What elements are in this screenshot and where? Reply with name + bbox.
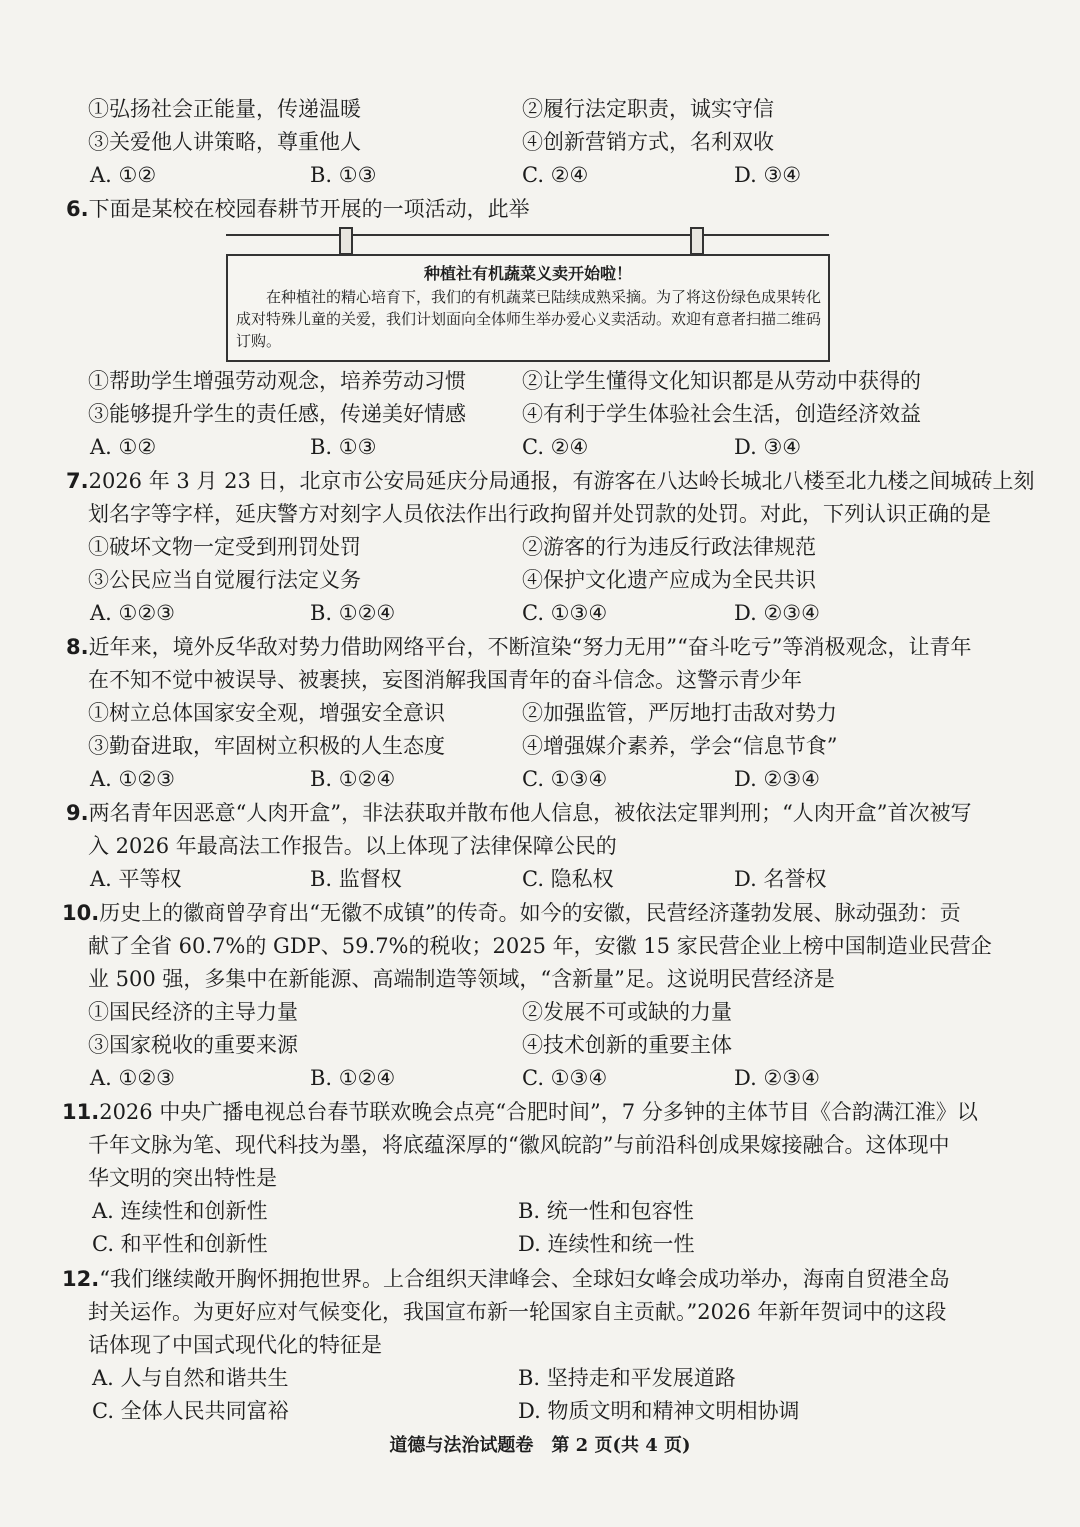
q6-choice-a: A. ①② bbox=[90, 435, 157, 459]
q7-stem-text-1: 2026 年 3 月 23 日，北京市公安局延庆分局通报，有游客在八达岭长城北八楼至北九楼之间城砖上刻 bbox=[88, 469, 1035, 493]
q6-option-2: ②让学生懂得文化知识都是从劳动中获得的 bbox=[522, 369, 921, 393]
q11-choice-a: A. 连续性和创新性 bbox=[92, 1199, 268, 1223]
q7-option-3: ③公民应当自觉履行法定义务 bbox=[88, 568, 361, 592]
q10-choice-b: B. ①②④ bbox=[310, 1066, 396, 1090]
q10-number: 10. bbox=[62, 901, 100, 925]
q6-stem-text: 下面是某校在校园春耕节开展的一项活动，此举 bbox=[88, 197, 530, 221]
notice-clip-right bbox=[690, 227, 704, 255]
q8-stem-line-2: 在不知不觉中被误导、被裹挟，妄图消解我国青年的奋斗信念。这警示青少年 bbox=[88, 668, 802, 692]
q12-choice-d: D. 物质文明和精神文明相协调 bbox=[518, 1399, 800, 1423]
q12-stem-text-1: “我们继续敞开胸怀拥抱世界。上合组织天津峰会、全球妇女峰会成功举办，海南自贸港全岛 bbox=[99, 1267, 950, 1291]
notice-clip-left bbox=[339, 227, 353, 255]
q8-option-3: ③勤奋进取，牢固树立积极的人生态度 bbox=[88, 734, 445, 758]
q11-number: 11. bbox=[62, 1100, 100, 1124]
q7-stem-line-2: 划名字等字样，延庆警方对刻字人员依法作出行政拘留并处罚款的处罚。对此，下列认识正确的是 bbox=[88, 502, 991, 526]
q8-choice-d: D. ②③④ bbox=[734, 767, 820, 791]
q6-choice-b: B. ①③ bbox=[310, 435, 377, 459]
q12-stem-line-3: 话体现了中国式现代化的特征是 bbox=[88, 1333, 382, 1357]
q6-stem bbox=[66, 194, 530, 224]
q9-choice-a: A. 平等权 bbox=[90, 867, 182, 891]
q11-stem-line-3: 华文明的突出特性是 bbox=[88, 1166, 277, 1190]
q5-choice-b: B. ①③ bbox=[310, 163, 377, 187]
q5-option-1: ①弘扬社会正能量，传递温暖 bbox=[88, 97, 361, 121]
q12-choice-b: B. 坚持走和平发展道路 bbox=[518, 1366, 736, 1390]
q8-choice-a: A. ①②③ bbox=[90, 767, 175, 791]
q7-choice-c: C. ①③④ bbox=[522, 601, 608, 625]
q11-stem-line-1 bbox=[62, 1097, 978, 1127]
q9-choice-b: B. 监督权 bbox=[310, 867, 402, 891]
q9-stem-line-2: 入 2026 年最高法工作报告。以上体现了法律保障公民的 bbox=[88, 834, 617, 858]
q7-choice-d: D. ②③④ bbox=[734, 601, 820, 625]
q8-option-1: ①树立总体国家安全观，增强安全意识 bbox=[88, 701, 445, 725]
q9-choice-c: C. 隐私权 bbox=[522, 867, 614, 891]
page-footer: 道德与法治试题卷 第 2 页(共 4 页) bbox=[389, 1435, 691, 1456]
q9-choice-d: D. 名誉权 bbox=[734, 867, 827, 891]
q11-stem-text-1: 2026 中央广播电视总台春节联欢晚会点亮“合肥时间”，7 分多钟的主体节目《合韵满江淮》以 bbox=[99, 1100, 978, 1124]
q12-choice-c: C. 全体人民共同富裕 bbox=[92, 1399, 289, 1423]
q9-number: 9. bbox=[66, 801, 89, 825]
q10-stem-line-2: 献了全省 60.7%的 GDP、59.7%的税收；2025 年，安徽 15 家民营企业上榜中国制造业民营企 bbox=[88, 934, 992, 958]
q12-choice-a: A. 人与自然和谐共生 bbox=[92, 1366, 289, 1390]
q8-option-2: ②加强监管，严厉地打击敌对势力 bbox=[522, 701, 837, 725]
q11-choice-d: D. 连续性和统一性 bbox=[518, 1232, 695, 1256]
q7-choice-a: A. ①②③ bbox=[90, 601, 175, 625]
q6-option-1: ①帮助学生增强劳动观念，培养劳动习惯 bbox=[88, 369, 466, 393]
q7-option-1: ①破坏文物一定受到刑罚处罚 bbox=[88, 535, 361, 559]
q6-number: 6. bbox=[66, 197, 89, 221]
q10-choice-a: A. ①②③ bbox=[90, 1066, 175, 1090]
q5-choice-d: D. ③④ bbox=[734, 163, 802, 187]
q6-choice-c: C. ②④ bbox=[522, 435, 589, 459]
q11-choice-c: C. 和平性和创新性 bbox=[92, 1232, 268, 1256]
q10-option-1: ①国民经济的主导力量 bbox=[88, 1000, 298, 1024]
q10-option-2: ②发展不可或缺的力量 bbox=[522, 1000, 732, 1024]
notice-hanging-rod bbox=[226, 234, 829, 236]
q8-stem-text-1: 近年来，境外反华敌对势力借助网络平台，不断渲染“努力无用”“奋斗吃亏”等消极观念，让青年 bbox=[88, 635, 972, 659]
q9-stem-text-1: 两名青年因恶意“人肉开盒”，非法获取并散布他人信息，被依法定罪判刑；“人肉开盒”首次被写 bbox=[88, 801, 972, 825]
q6-option-3: ③能够提升学生的责任感，传递美好情感 bbox=[88, 402, 466, 426]
q8-choice-b: B. ①②④ bbox=[310, 767, 396, 791]
q11-stem-line-2: 千年文脉为笔、现代科技为墨，将底蕴深厚的“徽风皖韵”与前沿科创成果嫁接融合。这体现中 bbox=[88, 1133, 950, 1157]
q12-stem-line-2: 封关运作。为更好应对气候变化，我国宣布新一轮国家自主贡献。”2026 年新年贺词中的这段 bbox=[88, 1300, 947, 1324]
q10-stem-line-1 bbox=[62, 898, 961, 928]
q10-choice-d: D. ②③④ bbox=[734, 1066, 820, 1090]
q5-choice-a: A. ①② bbox=[90, 163, 157, 187]
q7-option-2: ②游客的行为违反行政法律规范 bbox=[522, 535, 816, 559]
q5-option-2: ②履行法定职责，诚实守信 bbox=[522, 97, 774, 121]
q5-option-4: ④创新营销方式，名利双收 bbox=[522, 130, 774, 154]
q7-choice-b: B. ①②④ bbox=[310, 601, 396, 625]
q10-choice-c: C. ①③④ bbox=[522, 1066, 608, 1090]
q8-number: 8. bbox=[66, 635, 89, 659]
q10-stem-line-3: 业 500 强，多集中在新能源、高端制造等领域，“含新量”足。这说明民营经济是 bbox=[88, 967, 835, 991]
q8-choice-c: C. ①③④ bbox=[522, 767, 608, 791]
q6-choice-d: D. ③④ bbox=[734, 435, 802, 459]
notice-body: 在种植社的精心培育下，我们的有机蔬菜已陆续成熟采摘。为了将这份绿色成果转化成对特殊儿童的关爱，我们计划面向全体师生举办爱心义卖活动。欢迎有意者扫描二维码订购。 bbox=[236, 288, 822, 350]
q8-option-4: ④增强媒介素养，学会“信息节食” bbox=[522, 734, 838, 758]
q10-stem-text-1: 历史上的徽商曾孕育出“无徽不成镇”的传奇。如今的安徽，民营经济蓬勃发展、脉动强劲：贡 bbox=[99, 901, 961, 925]
q5-choice-c: C. ②④ bbox=[522, 163, 589, 187]
q7-option-4: ④保护文化遗产应成为全民共识 bbox=[522, 568, 816, 592]
notice-title: 种植社有机蔬菜义卖开始啦！ bbox=[423, 264, 632, 283]
q11-choice-b: B. 统一性和包容性 bbox=[518, 1199, 694, 1223]
q5-option-3: ③关爱他人讲策略，尊重他人 bbox=[88, 130, 361, 154]
q10-option-4: ④技术创新的重要主体 bbox=[522, 1033, 732, 1057]
notice-board bbox=[226, 254, 830, 362]
q10-option-3: ③国家税收的重要来源 bbox=[88, 1033, 298, 1057]
q7-number: 7. bbox=[66, 469, 89, 493]
q8-stem-line-1 bbox=[66, 632, 972, 662]
q9-stem-line-1 bbox=[66, 798, 972, 828]
q12-stem-line-1 bbox=[62, 1264, 950, 1294]
q12-number: 12. bbox=[62, 1267, 100, 1291]
q7-stem-line-1 bbox=[66, 466, 1035, 496]
q6-option-4: ④有利于学生体验社会生活，创造经济效益 bbox=[522, 402, 921, 426]
